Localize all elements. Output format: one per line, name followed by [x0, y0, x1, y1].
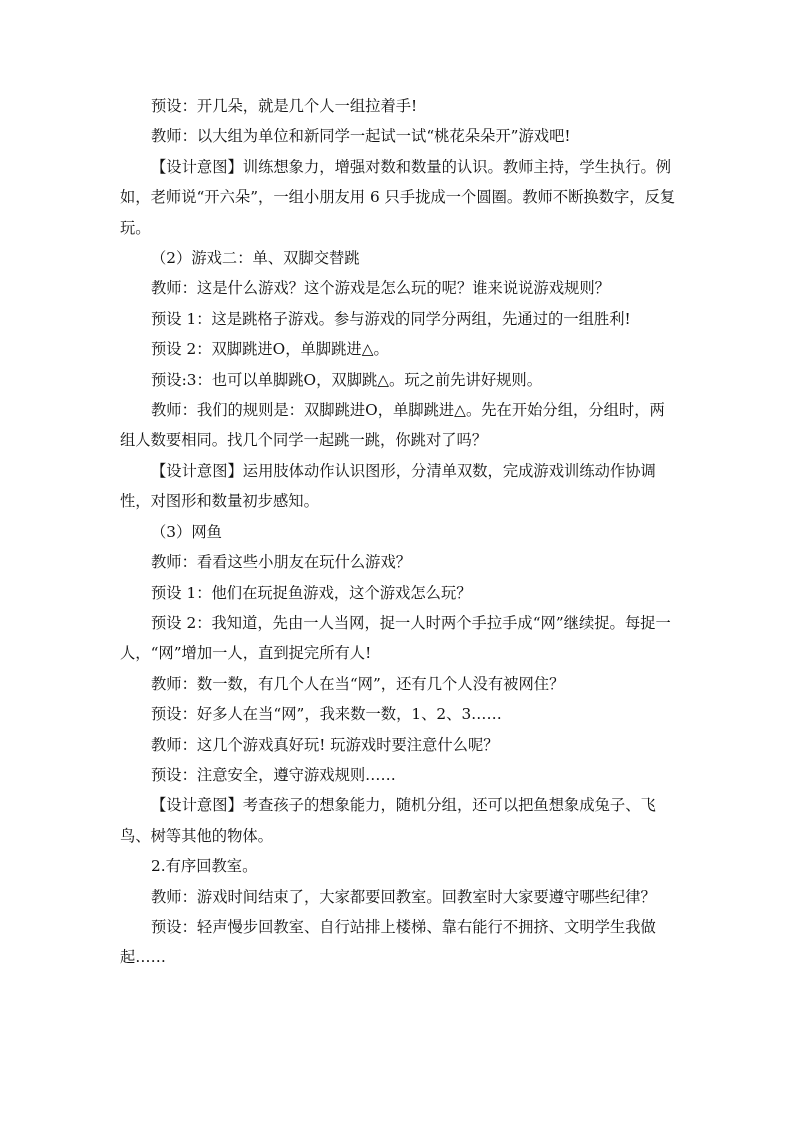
section-heading: 2.有序回教室。 — [151, 857, 258, 876]
paragraph-design-intent: 【设计意图】考查孩子的想象能力，随机分组，还可以把鱼想象成兔子、飞鸟、树等其他的物体。 — [120, 796, 656, 845]
paragraph: 教师：这几个游戏真好玩! 玩游戏时要注意什么呢？ — [151, 735, 499, 754]
paragraph: 预设 2：我知道，先由一人当网，捉一人时两个手拉手成“网”继续捉。每捉一人，“网”增加一人，直到捉完所有人! — [120, 613, 671, 663]
paragraph: 预设 1：他们在玩捉鱼游戏，这个游戏怎么玩？ — [151, 583, 472, 602]
paragraph: 预设：开几朵，就是几个人一组拉着手! — [151, 97, 418, 115]
section-heading: （3）网鱼 — [151, 522, 222, 541]
paragraph: 教师：以大组为单位和新同学一起试一试“桃花朵朵开”游戏吧! — [151, 127, 571, 146]
paragraph: 预设:3：也可以单脚跳O，双脚跳△。玩之前先讲好规则。 — [151, 370, 543, 389]
paragraph: 教师：游戏时间结束了，大家都要回教室。回教室时大家要遵守哪些纪律？ — [151, 887, 656, 906]
paragraph-design-intent: 【设计意图】运用肢体动作认识图形，分清单双数，完成游戏训练动作协调性，对图形和数量初步感知。 — [120, 461, 656, 511]
paragraph: 预设：注意安全，遵守游戏规则…… — [151, 765, 396, 784]
paragraph: 教师：看看这些小朋友在玩什么游戏？ — [151, 553, 412, 572]
paragraph: 教师：我们的规则是：双脚跳进O，单脚跳进△。先在开始分组，分组时，两组人数要相同。找几个同学一起跳一跳，你跳对了吗？ — [120, 401, 665, 450]
paragraph: 预设：好多人在当“网”，我来数一数，1、2、3…… — [151, 705, 502, 724]
paragraph: 预设 2：双脚跳进O，单脚跳进△。 — [151, 340, 389, 359]
paragraph: 教师：数一数，有几个人在当“网”，还有几个人没有被网住？ — [151, 674, 565, 693]
section-heading: （2）游戏二：单、双脚交替跳 — [151, 249, 360, 268]
paragraph-design-intent: 【设计意图】训练想象力，增强对数和数量的认识。教师主持，学生执行。例如，老师说“开六朵”，一组小朋友用 6 只手拢成一个圆圈。教师不断换数字，反复玩。 — [120, 157, 676, 237]
paragraph: 预设：轻声慢步回教室、自行站排上楼梯、靠右能行不拥挤、文明学生我做起…… — [120, 917, 656, 967]
paragraph: 预设 1：这是跳格子游戏。参与游戏的同学分两组，先通过的一组胜利! — [151, 309, 631, 328]
paragraph: 教师：这是什么游戏？这个游戏是怎么玩的呢？谁来说说游戏规则？ — [151, 279, 610, 298]
document-body — [120, 91, 680, 973]
